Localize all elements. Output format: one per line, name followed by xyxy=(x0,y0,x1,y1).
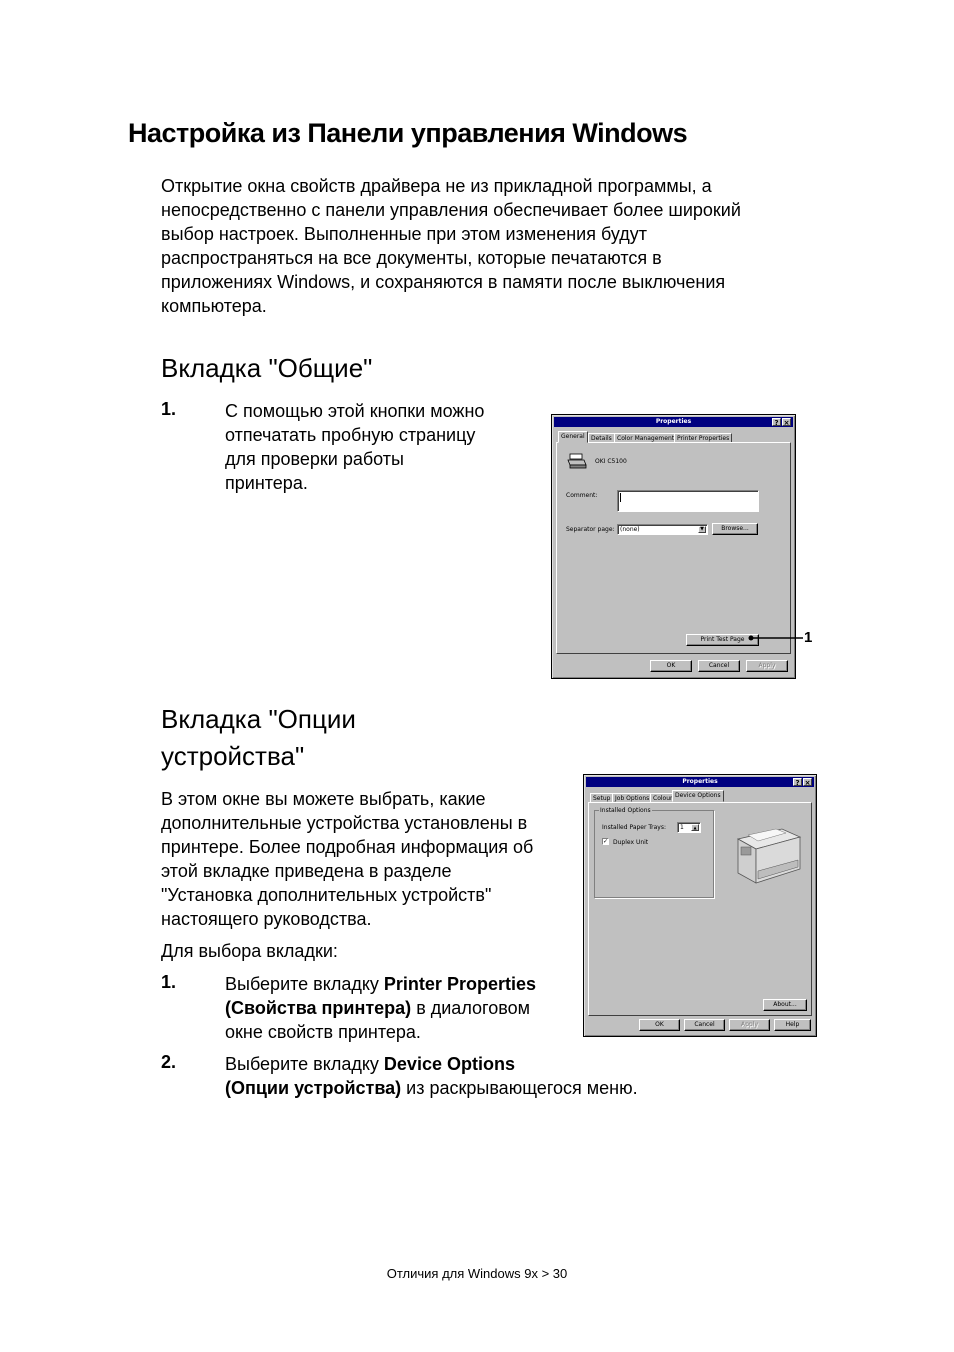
comment-input[interactable] xyxy=(617,490,759,512)
apply-button[interactable]: Apply xyxy=(729,1019,770,1031)
dialog-title: Properties xyxy=(682,778,718,785)
callout-label: 1 xyxy=(804,629,813,646)
tab-setup[interactable]: Setup xyxy=(590,793,613,803)
intro-line: компьютера. xyxy=(161,296,267,316)
help-button[interactable]: Help xyxy=(774,1019,811,1031)
step-2-bold1: Device Options xyxy=(383,1054,515,1074)
paper-trays-value: 1 xyxy=(680,824,684,831)
step-1-line2 xyxy=(225,996,536,1020)
step-2-line2 xyxy=(225,1076,638,1100)
dialog-title: Properties xyxy=(655,418,692,425)
page-heading: Настройка из Панели управления Windows xyxy=(128,118,688,148)
intro-line: распространяться на все документы, которые печатаются в xyxy=(161,248,662,268)
duplex-unit-label: Duplex Unit xyxy=(613,839,649,846)
installed-paper-trays-label: Installed Paper Trays: xyxy=(602,824,666,831)
dialog-titlebar xyxy=(586,777,814,787)
lead-text xyxy=(161,939,338,963)
step-2-line1 xyxy=(225,1052,638,1076)
intro-paragraph xyxy=(161,174,821,318)
item-line: отпечатать пробную страницу xyxy=(225,425,476,445)
step-2-number: 2. xyxy=(161,1052,177,1072)
about-button[interactable]: About... xyxy=(763,999,807,1011)
step-2-suffix: из раскрывающегося меню. xyxy=(401,1078,638,1098)
lead-line: Для выбора вкладки: xyxy=(161,941,338,961)
duplex-unit-checkbox[interactable]: ✓ xyxy=(603,838,609,845)
page-footer: Отличия для Windows 9x > 30 xyxy=(386,1266,568,1281)
tab-details[interactable]: Details xyxy=(588,433,615,443)
close-icon[interactable]: × xyxy=(804,779,811,787)
tab-job-options[interactable]: Job Options xyxy=(612,793,652,803)
item-line: С помощью этой кнопки можно xyxy=(225,401,485,421)
step-1-line1 xyxy=(225,972,536,996)
tab-panel xyxy=(588,802,812,1016)
callout-arrow xyxy=(745,630,805,646)
apply-button[interactable]: Apply xyxy=(746,660,788,672)
printer-icon xyxy=(567,453,587,469)
ok-button[interactable]: OK xyxy=(650,660,692,672)
step-2-bold2: (Опции устройства) xyxy=(225,1078,402,1098)
step-2-text xyxy=(225,1052,638,1100)
print-test-page-button[interactable]: Print Test Page xyxy=(686,634,759,646)
separator-page-value: (none) xyxy=(620,526,640,533)
tab-color-management[interactable]: Color Management xyxy=(614,433,677,443)
tab-device-options[interactable]: Device Options xyxy=(672,790,724,802)
tab-colour[interactable]: Colour xyxy=(650,793,675,803)
tab-general[interactable]: General xyxy=(558,431,588,443)
printer-name: OKI C5100 xyxy=(595,458,627,465)
paragraph-line: "Установка дополнительных устройств" xyxy=(161,885,492,905)
item-number: 1. xyxy=(161,399,177,419)
section-title-line: устройства" xyxy=(161,741,305,771)
step-1-prefix: Выберите вкладку xyxy=(225,974,384,994)
device-options-paragraph xyxy=(161,787,533,931)
installed-options-label: Installed Options xyxy=(600,807,651,814)
chevron-down-icon[interactable]: ▼ xyxy=(698,526,706,533)
paragraph-line: дополнительные устройства установлены в xyxy=(161,813,528,833)
properties-dialog-device-options xyxy=(583,774,817,1037)
paper-trays-spinner[interactable] xyxy=(677,822,701,833)
section-general-title-text: Вкладка "Общие" xyxy=(161,353,373,383)
step-1-bold2: (Свойства принтера) xyxy=(225,998,412,1018)
spinner-arrows-icon[interactable]: ▲ xyxy=(691,824,699,831)
browse-button[interactable]: Browse... xyxy=(712,523,758,535)
item-line: принтера. xyxy=(225,473,308,493)
help-icon[interactable]: ? xyxy=(793,778,802,786)
section-device-options-title xyxy=(161,701,356,775)
step-1-number: 1. xyxy=(161,972,177,992)
help-icon[interactable]: ? xyxy=(772,418,781,426)
section-general-title xyxy=(161,350,372,387)
dialog-titlebar xyxy=(554,417,793,427)
text-cursor xyxy=(620,493,621,502)
ok-button[interactable]: OK xyxy=(639,1019,680,1031)
step-1-line3: окне свойств принтера. xyxy=(225,1022,421,1042)
printer-illustration xyxy=(730,825,804,891)
cancel-button[interactable]: Cancel xyxy=(684,1019,725,1031)
paragraph-line: этой вкладке приведена в разделе xyxy=(161,861,452,881)
comment-label: Comment: xyxy=(566,492,598,499)
section-title-line: Вкладка "Опции xyxy=(161,704,356,734)
intro-line: выбор настроек. Выполненные при этом изменения будут xyxy=(161,224,648,244)
intro-line: Открытие окна свойств драйвера не из прикладной программы, а xyxy=(161,176,712,196)
paragraph-line: В этом окне вы можете выбрать, какие xyxy=(161,789,486,809)
cancel-button[interactable]: Cancel xyxy=(698,660,740,672)
step-1-bold1: Printer Properties xyxy=(383,974,536,994)
step-1-suffix: в диалоговом xyxy=(411,998,530,1018)
paragraph-line: настоящего руководства. xyxy=(161,909,372,929)
tab-panel xyxy=(556,442,791,654)
item-description xyxy=(225,399,484,495)
separator-page-select[interactable] xyxy=(617,524,708,535)
step-1-text xyxy=(225,972,536,1044)
paragraph-line: принтере. Более подробная информация об xyxy=(161,837,534,857)
close-icon[interactable]: × xyxy=(783,419,790,427)
intro-line: непосредственно с панели управления обеспечивает более широкий xyxy=(161,200,741,220)
tab-printer-properties[interactable]: Printer Properties xyxy=(674,433,732,443)
step-2-prefix: Выберите вкладку xyxy=(225,1054,384,1074)
separator-page-label: Separator page: xyxy=(566,526,615,533)
intro-line: приложениях Windows, и сохраняются в памяти после выключения xyxy=(161,272,726,292)
item-line: для проверки работы xyxy=(225,449,404,469)
